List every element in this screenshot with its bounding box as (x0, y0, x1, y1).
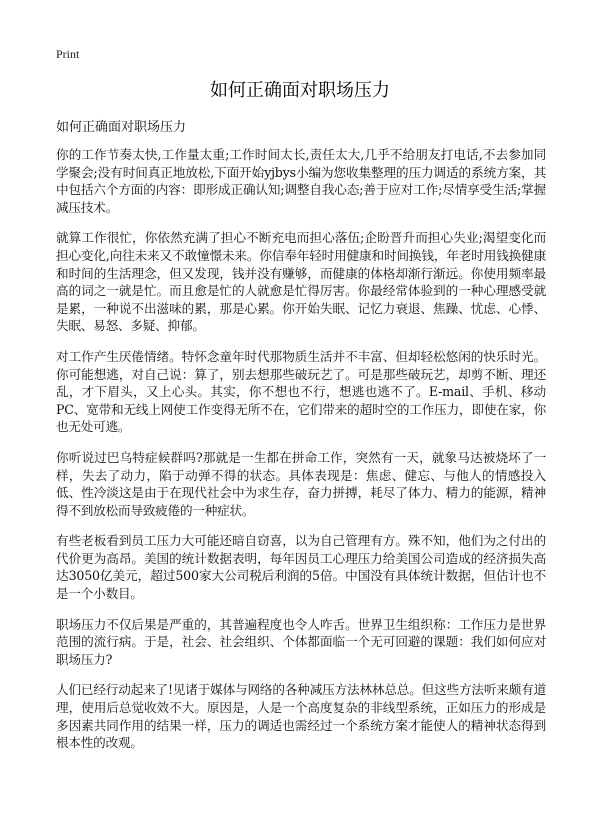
paragraph: 你的工作节奏太快,工作量太重;工作时间太长,责任太大,几乎不给朋友打电话,不去参加同学聚会;没有时间真正地放松,下面开始yjbys小编为您收集整理的压力调适的系统方案，其中包括六个方面的内容：即形成正确认知;调整自我心态;善于应对工作;尽情享受生活;掌握减压技术。 (56, 147, 546, 215)
paragraph: 有些老板看到员工压力大可能还暗自窃喜，以为自己管理有方。殊不知，他们为之付出的代价更为高昂。美国的统计数据表明，每年因员工心理压力给美国公司造成的经济损失高达3050亿美元，超过500家大公司税后利润的5倍。中国没有具体统计数据，但估计也不是一个小数目。 (56, 533, 546, 602)
article-title: 如何正确面对职场压力 (210, 80, 390, 101)
print-link[interactable]: Print (56, 47, 80, 61)
paragraph: 对工作产生厌倦情绪。特怀念童年时代那物质生活并不丰富、但却轻松悠闲的快乐时光。你可能想逃，对自己说：算了，别去想那些破玩艺了。可是那些破玩艺，却剪不断、理还乱，才下眉头，又上心头。其实，你不想也不行，想逃也逃不了。E-mail、手机、移动PC、宽带和无线上网使工作变得无所不在，它们带来的超时空的工作压力，即使在家，你也无处可逃。 (56, 348, 546, 435)
paragraph: 职场压力不仅后果是严重的，其普遍程度也令人咋舌。世界卫生组织称：工作压力是世界范围的流行病。于是，社会、社会组织、个体都面临一个无可回避的课题：我们如何应对职场压力? (56, 616, 546, 667)
article-subtitle: 如何正确面对职场压力 (56, 120, 187, 135)
article-body (56, 146, 546, 765)
paragraph: 人们已经行动起来了!见诸于媒体与网络的各种减压方法林林总总。但这些方法听来颇有道理，使用后总觉收效不大。原因是，人是一个高度复杂的非线型系统，正如压力的形成是多因素共同作用的结果一样，压力的调适也需经过一个系统方案才能使人的精神状态得到根本性的改观。 (56, 682, 546, 751)
paragraph: 你听说过巴乌特症候群吗?那就是一生都在拼命工作，突然有一天，就象马达被烧坏了一样，失去了动力，陷于动弹不得的状态。具体表现是：焦虑、健忘、与他人的情感投入低、性冷淡这是由于在现代社会中为求生存，奋力拼搏，耗尽了体力、精力的能源，精神得不到放松而导致疲倦的一种症状。 (56, 449, 546, 518)
paragraph: 就算工作很忙，你依然充满了担心不断充电而担心落伍;企盼晋升而担心失业;渴望变化而担心变化,向往未来又不敢憧憬未来。你信奉年轻时用健康和时间换钱，年老时用钱换健康和时间的生活理念，但又发现，钱并没有赚够，而健康的体格却渐行渐远。你使用频率最高的词之一就是忙。而且愈是忙的人就愈是忙得厉害。你最经常体验到的一种心理感受就是累，一种说不出滋味的累，那是心累。你开始失眠、记忆力衰退、焦躁、忧虑、心悸、失眠、易怒、多疑、抑郁。 (56, 230, 546, 334)
